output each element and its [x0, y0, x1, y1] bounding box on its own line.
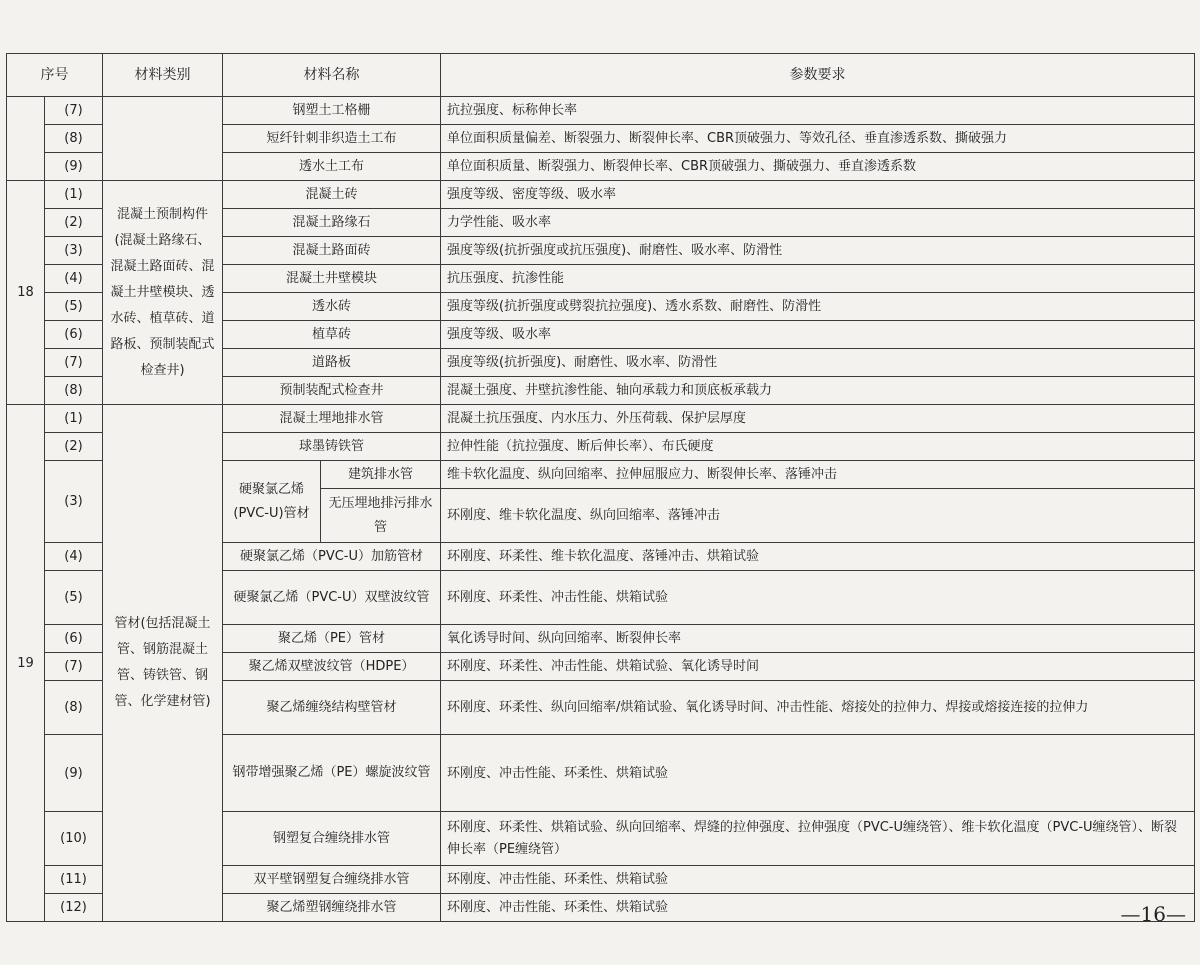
sub-no: (7) [45, 349, 103, 377]
param-text: 环刚度、冲击性能、环柔性、烘箱试验 [441, 735, 1195, 812]
table-row [7, 181, 1195, 209]
sub-no: (10) [45, 812, 103, 866]
header-row [7, 54, 1195, 97]
param-text: 环刚度、冲击性能、环柔性、烘箱试验 [441, 894, 1195, 922]
material-name: 聚乙烯双壁波纹管（HDPE） [223, 653, 441, 681]
param-text: 单位面积质量、断裂强力、断裂伸长率、CBR顶破强力、撕破强力、垂直渗透系数 [441, 153, 1195, 181]
group-no-cell: 18 [7, 181, 45, 405]
sub-no: (7) [45, 653, 103, 681]
sub-no: (12) [45, 894, 103, 922]
table-row [7, 405, 1195, 433]
param-text: 力学性能、吸水率 [441, 209, 1195, 237]
sub-no: (8) [45, 377, 103, 405]
material-name: 双平壁钢塑复合缠绕排水管 [223, 866, 441, 894]
table-row [7, 97, 1195, 125]
category-cell: 管材(包括混凝土管、钢筋混凝土管、铸铁管、钢管、化学建材管) [103, 405, 223, 922]
header-category: 材料类别 [103, 54, 223, 97]
material-name: 透水砖 [223, 293, 441, 321]
param-text: 环刚度、维卡软化温度、纵向回缩率、落锤冲击 [441, 489, 1195, 543]
sub-no: (1) [45, 181, 103, 209]
material-name: 混凝土路缘石 [223, 209, 441, 237]
sub-no: (5) [45, 293, 103, 321]
param-text: 环刚度、环柔性、维卡软化温度、落锤冲击、烘箱试验 [441, 543, 1195, 571]
material-spec-table [6, 53, 1195, 922]
category-cell: 混凝土预制构件(混凝土路缘石、混凝土路面砖、混凝土井壁模块、透水砖、植草砖、道路板、预制装配式检查井) [103, 181, 223, 405]
material-name: 预制装配式检查井 [223, 377, 441, 405]
material-name: 钢塑复合缠绕排水管 [223, 812, 441, 866]
sub-no: (2) [45, 209, 103, 237]
param-text: 环刚度、冲击性能、环柔性、烘箱试验 [441, 866, 1195, 894]
param-text: 单位面积质量偏差、断裂强力、断裂伸长率、CBR顶破强力、等效孔径、垂直渗透系数、撕破强力 [441, 125, 1195, 153]
param-text: 环刚度、环柔性、冲击性能、烘箱试验、氧化诱导时间 [441, 653, 1195, 681]
param-text: 维卡软化温度、纵向回缩率、拉伸屈服应力、断裂伸长率、落锤冲击 [441, 461, 1195, 489]
param-text: 氧化诱导时间、纵向回缩率、断裂伸长率 [441, 625, 1195, 653]
material-name: 硬聚氯乙烯（PVC-U）双壁波纹管 [223, 571, 441, 625]
param-text: 环刚度、环柔性、烘箱试验、纵向回缩率、焊缝的拉伸强度、拉伸强度（PVC-U缠绕管）、维卡软化温度（PVC-U缠绕管）、断裂伸长率（PE缠绕管） [441, 812, 1195, 866]
header-no: 序号 [7, 54, 103, 97]
sub-no: (6) [45, 625, 103, 653]
param-text: 强度等级、吸水率 [441, 321, 1195, 349]
material-name: 聚乙烯（PE）管材 [223, 625, 441, 653]
group-no-cell: 19 [7, 405, 45, 922]
material-name: 球墨铸铁管 [223, 433, 441, 461]
sub-no: (9) [45, 153, 103, 181]
material-name: 混凝土井壁模块 [223, 265, 441, 293]
sub-no: (6) [45, 321, 103, 349]
material-name: 聚乙烯塑钢缠绕排水管 [223, 894, 441, 922]
param-text: 强度等级(抗折强度)、耐磨性、吸水率、防滑性 [441, 349, 1195, 377]
sub-no: (5) [45, 571, 103, 625]
material-subname: 无压埋地排污排水管 [321, 489, 441, 543]
param-text: 拉伸性能（抗拉强度、断后伸长率）、布氏硬度 [441, 433, 1195, 461]
material-name: 透水土工布 [223, 153, 441, 181]
material-name: 植草砖 [223, 321, 441, 349]
param-text: 强度等级(抗折强度或抗压强度)、耐磨性、吸水率、防滑性 [441, 237, 1195, 265]
material-name: 硬聚氯乙烯(PVC-U)管材 [223, 461, 321, 543]
page-number: —16— [1120, 902, 1186, 926]
category-cell [103, 97, 223, 181]
param-text: 强度等级(抗折强度或劈裂抗拉强度)、透水系数、耐磨性、防滑性 [441, 293, 1195, 321]
param-text: 环刚度、环柔性、纵向回缩率/烘箱试验、氧化诱导时间、冲击性能、熔接处的拉伸力、焊接或熔接连接的拉伸力 [441, 681, 1195, 735]
sub-no: (1) [45, 405, 103, 433]
header-name: 材料名称 [223, 54, 441, 97]
sub-no: (3) [45, 237, 103, 265]
material-name: 钢塑土工格栅 [223, 97, 441, 125]
material-name: 短纤针刺非织造土工布 [223, 125, 441, 153]
sub-no: (4) [45, 543, 103, 571]
param-text: 强度等级、密度等级、吸水率 [441, 181, 1195, 209]
sub-no: (7) [45, 97, 103, 125]
sub-no: (4) [45, 265, 103, 293]
param-text: 混凝土抗压强度、内水压力、外压荷载、保护层厚度 [441, 405, 1195, 433]
material-subname: 建筑排水管 [321, 461, 441, 489]
param-text: 混凝土强度、井壁抗渗性能、轴向承载力和顶底板承载力 [441, 377, 1195, 405]
param-text: 抗拉强度、标称伸长率 [441, 97, 1195, 125]
material-name: 混凝土路面砖 [223, 237, 441, 265]
sub-no: (9) [45, 735, 103, 812]
material-name: 混凝土埋地排水管 [223, 405, 441, 433]
sub-no: (2) [45, 433, 103, 461]
material-name: 混凝土砖 [223, 181, 441, 209]
sub-no: (8) [45, 681, 103, 735]
material-name: 硬聚氯乙烯（PVC-U）加筋管材 [223, 543, 441, 571]
param-text: 抗压强度、抗渗性能 [441, 265, 1195, 293]
sub-no: (11) [45, 866, 103, 894]
group-no-cell [7, 97, 45, 181]
material-name: 钢带增强聚乙烯（PE）螺旋波纹管 [223, 735, 441, 812]
param-text: 环刚度、环柔性、冲击性能、烘箱试验 [441, 571, 1195, 625]
material-name: 聚乙烯缠绕结构壁管材 [223, 681, 441, 735]
sub-no: (8) [45, 125, 103, 153]
header-params: 参数要求 [441, 54, 1195, 97]
material-name: 道路板 [223, 349, 441, 377]
sub-no: (3) [45, 461, 103, 543]
